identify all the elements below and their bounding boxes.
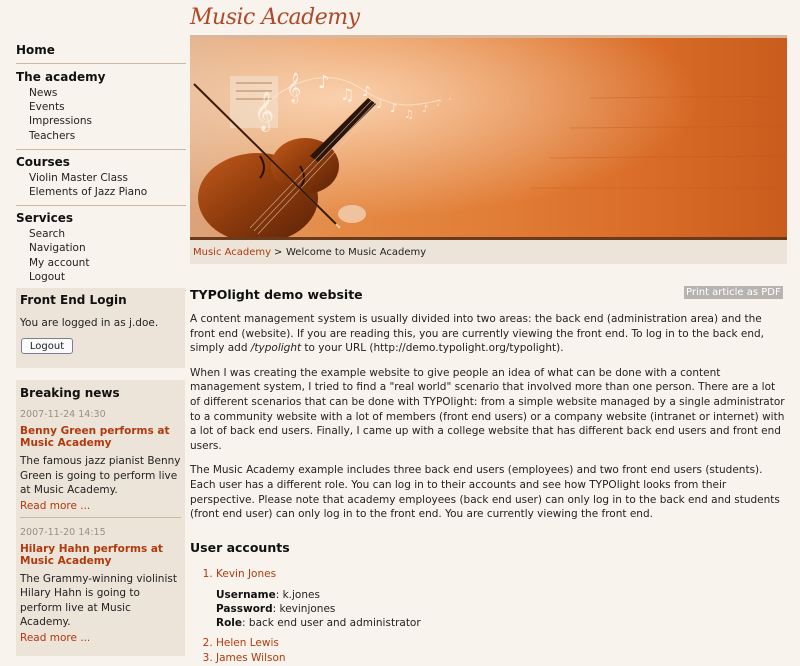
breadcrumb (190, 240, 787, 264)
news-headline[interactable]: Benny Green performs at Music Academy (20, 425, 170, 449)
news-title: Breaking news (20, 386, 120, 400)
breadcrumb-current: Welcome to Music Academy (286, 247, 427, 258)
breadcrumb-link-home[interactable]: Music Academy (193, 247, 272, 258)
nav-item-my-account[interactable]: My account (29, 256, 90, 269)
svg-text:𝄞: 𝄞 (254, 91, 275, 131)
svg-text:𝄞: 𝄞 (286, 73, 302, 103)
svg-text:♫: ♫ (340, 85, 355, 104)
list-item (216, 636, 785, 651)
main-navigation (16, 42, 186, 296)
nav-home[interactable]: Home (16, 43, 55, 57)
nav-item-violin-master-class[interactable]: Violin Master Class (29, 171, 128, 184)
login-title: Front End Login (20, 293, 127, 307)
svg-text:♩: ♩ (448, 93, 452, 102)
news-item (16, 527, 185, 644)
violin-banner-illustration (190, 38, 787, 239)
nav-courses[interactable]: Courses (16, 154, 70, 169)
news-date: 2007-11-24 14:30 (20, 409, 106, 420)
article-title: TYPOlight demo website (190, 287, 363, 302)
logout-button[interactable]: Logout (21, 338, 73, 354)
main-content (190, 284, 785, 666)
svg-text:♪: ♪ (362, 84, 371, 100)
user-accounts-list (190, 567, 785, 666)
nav-services[interactable]: Services (16, 211, 74, 226)
svg-text:♫: ♫ (404, 108, 414, 121)
user-link[interactable]: James Wilson (216, 651, 286, 664)
login-box (16, 288, 185, 368)
paragraph-text: to your URL (http://demo.typolight.org/typolight). (301, 342, 564, 355)
account-details: Username: k.jones Password: kevinjones Role: back end user and administrator (216, 588, 421, 629)
role-label: Role (216, 616, 243, 629)
header-banner-image (190, 38, 787, 239)
user-accounts-heading: User accounts (190, 539, 290, 555)
read-more-link[interactable]: Read more ... (20, 631, 91, 644)
svg-text:♪: ♪ (390, 101, 398, 115)
nav-group-courses (16, 155, 186, 206)
article-paragraph (190, 312, 785, 356)
news-text: The Grammy-winning violinist Hilary Hahn is going to perform live at Music Academy. (20, 572, 177, 628)
nav-item-news[interactable]: News (29, 87, 58, 99)
nav-group-services (16, 211, 186, 291)
svg-text:♪: ♪ (318, 72, 330, 93)
news-text: The famous jazz pianist Benny Green is going to perform live at Music Academy. (20, 455, 181, 496)
password-value: kevinjones (279, 602, 336, 615)
site-logo[interactable]: Music Academy (190, 5, 360, 30)
news-headline[interactable]: Hilary Hahn performs at Music Academy (20, 542, 163, 567)
breaking-news-box (16, 380, 185, 656)
login-status: You are logged in as j.doe. (20, 317, 159, 329)
article-paragraph: The Music Academy example includes three back end users (employees) and two front end users (students). Each user has a different role. You can log in to their accounts and see how TYPOlight looks from their perspective. Please note that academy employees (back end user) can only log in to the back end and students (front end user) can only log in to the front end. You are currently viewing the front end. (190, 464, 780, 521)
paragraph-text: A content management system is usually divided into two areas: the back end (administration area) and the front end (website). If you are reading this, you are currently viewing the front end. To log in to the back end, simply add (190, 313, 765, 355)
article-paragraph: When I was creating the example website to give people an idea of what can be done with a content management system, I tried to find a "real world" scenario that involved more than one person. There are a lot of different scenarios that can be done with TYPOlight: from a simple website managed by a single administrator to a community website with a lot of members (front end users) or a company website (intranet or internet) with a lot of back end users. Finally, I came up with a college website that has different back end users and front end users. (190, 366, 785, 452)
news-divider (20, 517, 181, 518)
print-pdf-link[interactable]: Print article as PDF (686, 287, 781, 298)
news-item (16, 409, 185, 512)
nav-item-teachers[interactable]: Teachers (29, 129, 76, 142)
nav-item-jazz-piano[interactable]: Elements of Jazz Piano (29, 186, 148, 199)
svg-text:♪: ♪ (436, 99, 442, 109)
nav-item-navigation[interactable]: Navigation (29, 242, 86, 255)
nav-group-academy (16, 70, 186, 150)
nav-item-events[interactable]: Events (29, 101, 65, 114)
role-value: back end user and administrator (248, 616, 421, 629)
nav-item-search[interactable]: Search (29, 228, 66, 241)
read-more-link[interactable]: Read more ... (20, 499, 91, 512)
paragraph-emphasis: /typolight (250, 342, 302, 355)
svg-text:♩: ♩ (376, 97, 383, 112)
news-date: 2007-11-20 14:15 (20, 526, 106, 538)
breadcrumb-separator: > (274, 247, 283, 258)
nav-the-academy[interactable]: The academy (16, 70, 106, 84)
svg-text:♪: ♪ (422, 104, 429, 115)
username-label: Username (216, 588, 276, 601)
list-item (216, 567, 785, 630)
nav-item-impressions[interactable]: Impressions (29, 115, 92, 128)
user-link[interactable]: Helen Lewis (216, 636, 279, 649)
username-value: k.jones (282, 588, 320, 601)
password-label: Password (216, 602, 273, 615)
nav-item-logout[interactable]: Logout (29, 270, 65, 283)
user-link[interactable]: Kevin Jones (216, 567, 277, 580)
list-item (216, 651, 785, 666)
